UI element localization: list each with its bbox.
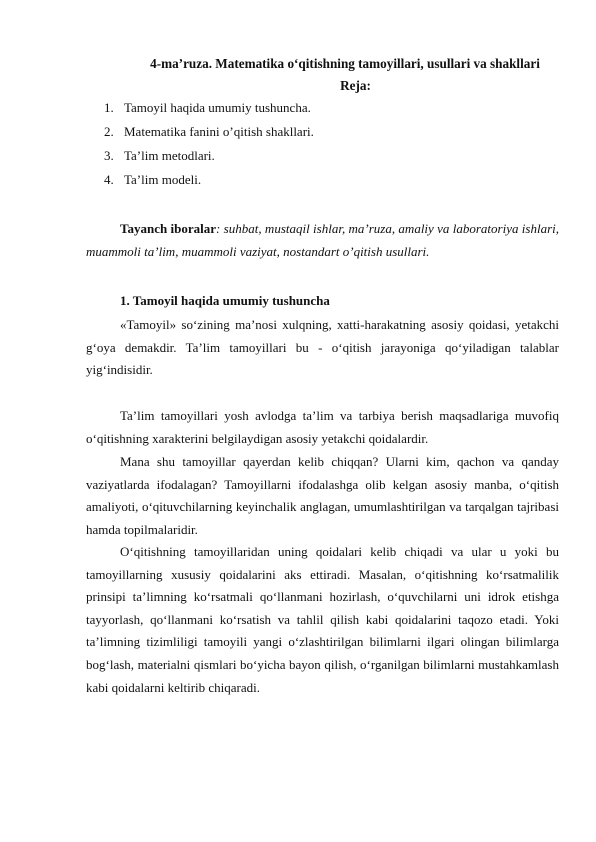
plan-item-number: 3. (104, 148, 114, 163)
plan-item (104, 147, 314, 171)
plan-item (104, 171, 314, 195)
body-paragraph: Ta’lim tamoyillari yosh avlodga ta’lim va tarbiya berish maqsadlariga muvofiq o‘qitishning xarakterini belgilaydigan asosiy yetakchi qoidalardir. (86, 408, 559, 446)
plan-item-number: 1. (104, 100, 114, 115)
plan-item (104, 99, 314, 123)
body-paragraph: «Tamoyil» so‘zining ma’nosi xulqning, xatti-harakatning asosiy qoidasi, yetakchi g‘oya demakdir. Ta’lim tamoyillari bu - o‘qitish jarayoniga qo‘yiladigan talablar yig‘indisidir. (86, 317, 559, 378)
keywords-lead: Tayanch iboralar (120, 221, 217, 236)
lecture-title: 4-ma’ruza. Matematika o‘qitishning tamoyillari, usullari va shakllari (150, 56, 540, 71)
plan-item-number: 4. (104, 172, 114, 187)
plan-item-text: Matematika fanini o’qitish shakllari. (124, 124, 314, 139)
body-paragraph: Mana shu tamoyillar qayerdan kelib chiqqan? Ularni kim, qachon va qanday vaziyatlarda ifodalagan? Tamoyillarni ifodalashga olib kelgan asosiy manba, o‘qitish amaliyoti, o‘qituvchilarning keyinchalik anglagan, umumlashtirilgan va tarqalgan tajribasi hamda topilmalaridir. (86, 454, 559, 537)
plan-item-text: Ta’lim modeli. (124, 172, 202, 187)
keywords-list: : suhbat, mustaqil ishlar, ma’ruza, amaliy va laboratoriya ishlari, muammoli ta’lim, muammoli vaziyat, nostandart o’qitish usullari. (86, 221, 559, 259)
plan-item-number: 2. (104, 124, 114, 139)
plan-heading: Reja: (340, 78, 371, 93)
plan-item (104, 123, 314, 147)
plan-item-text: Tamoyil haqida umumiy tushuncha. (124, 100, 311, 115)
body-paragraph: O‘qitishning tamoyillaridan uning qoidalari kelib chiqadi va ular u yoki bu tamoyillarning xususiy qoidalarini aks ettiradi. Masalan, o‘qitishning ko‘rsatmalilik prinsipi ta’limning ko‘rsatmali qo‘llanmani hozirlash, o‘quvchilarni uni idrok etishga tayyorlash, qo‘llanmani ko‘rsatish va tahlil qilish kabi qoidalarini taqozo etadi. Yoki ta’limning tizimliligi tamoyili yangi o‘zlashtirilgan bilimlarni ilgari olingan bilimlarga bog‘lash, materialni qismlari bo‘yicha bayon qilish, o‘rganilgan bilimlarni mustahkamlash kabi qoidalarni keltirib chiqaradi. (86, 544, 559, 695)
plan-list (104, 99, 314, 195)
section-heading: 1. Tamoyil haqida umumiy tushuncha (120, 293, 330, 308)
keywords-paragraph (86, 218, 559, 263)
plan-item-text: Ta’lim metodlari. (124, 148, 215, 163)
